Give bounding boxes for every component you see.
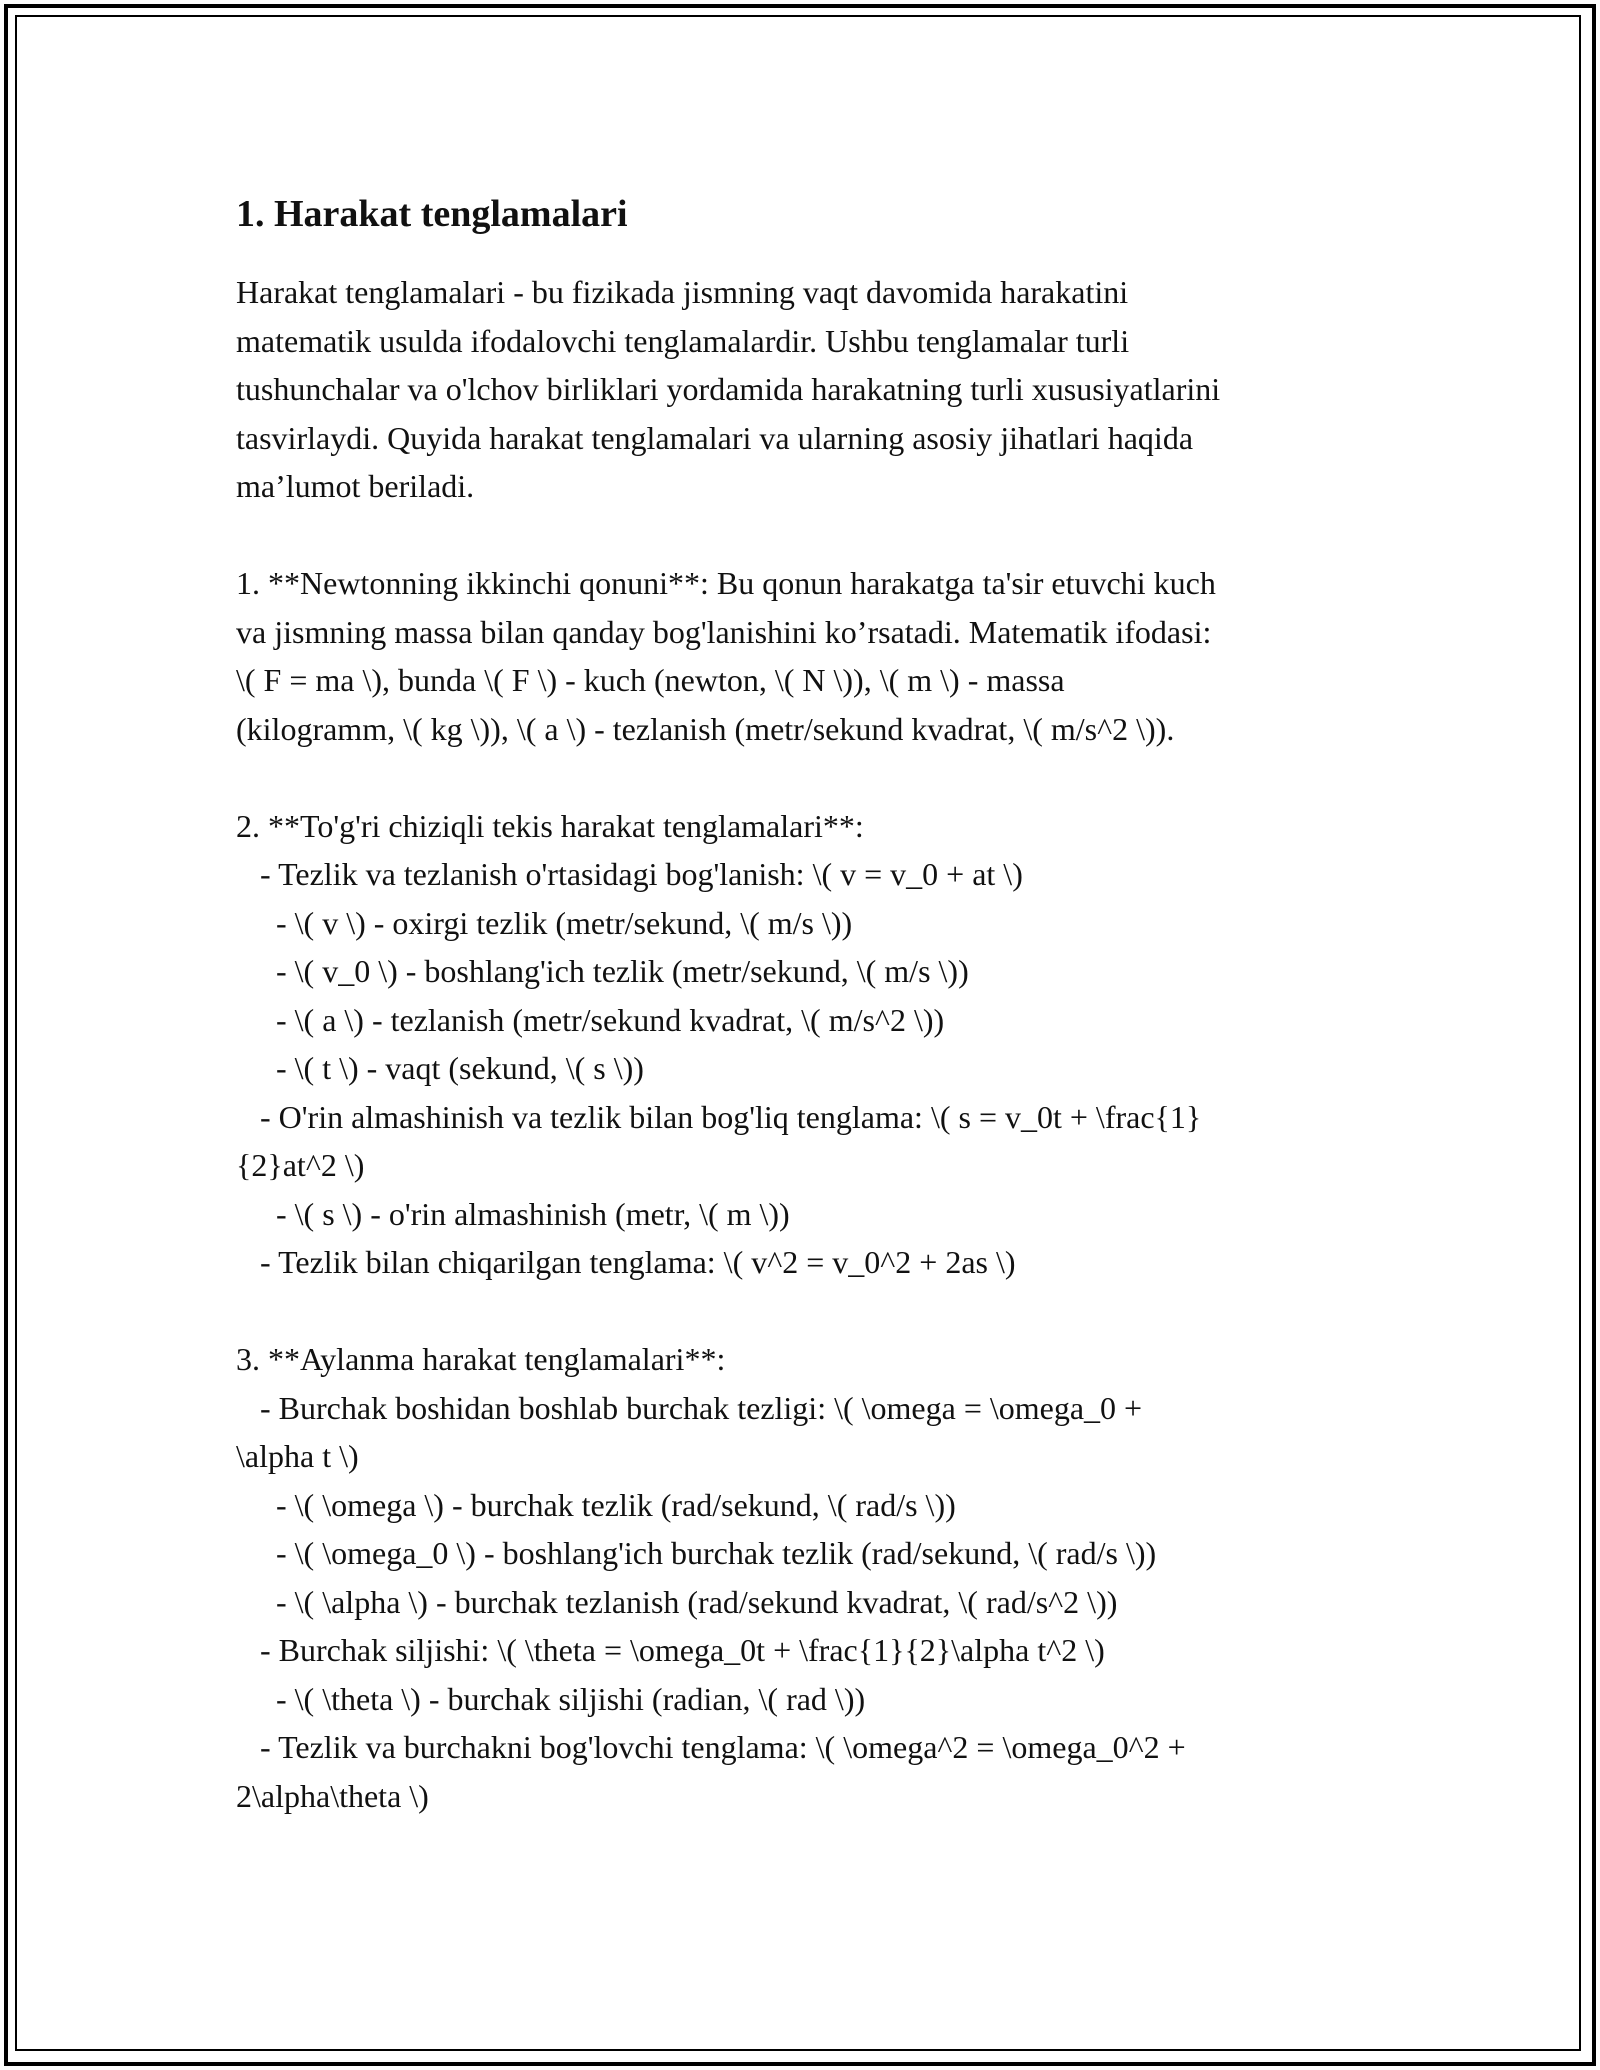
text-line: {2}at^2 \): [236, 1147, 365, 1183]
text-line: - Tezlik bilan chiqarilgan tenglama: \( v^2 = v_0^2 + 2as \): [236, 1244, 1016, 1280]
section-heading: 1. Harakat tenglamalari: [236, 193, 628, 235]
text-line: tasvirlaydi. Quyida harakat tenglamalari va ularning asosiy jihatlari haqida: [236, 419, 1194, 456]
blank-line: [236, 511, 1376, 560]
text-line: - \( t \) - vaqt (sekund, \( s \)): [236, 1050, 644, 1086]
text-line: - O'rin almashinish va tezlik bilan bog'liq tenglama: \( s = v_0t + \frac{1}: [236, 1098, 1202, 1135]
document-body: [236, 268, 1376, 1820]
document-content: [236, 186, 1376, 1820]
text-line: - \( \omega_0 \) - boshlang'ich burchak tezlik (rad/sekund, \( rad/s \)): [236, 1535, 1157, 1571]
text-line: - \( \theta \) - burchak siljishi (radian, \( rad \)): [236, 1680, 866, 1717]
text-line: matematik usulda ifodalovchi tenglamalardir. Ushbu tenglamalar turli: [236, 322, 1130, 359]
text-line: (kilogramm, \( kg \)), \( a \) - tezlanish (metr/sekund kvadrat, \( m/s^2 \)).: [236, 710, 1175, 747]
text-line: va jismning massa bilan qanday bog'lanishini ko’rsatadi. Matematik ifodasi:: [236, 613, 1212, 650]
text-line: - \( v \) - oxirgi tezlik (metr/sekund, \( m/s \)): [236, 904, 853, 941]
text-line: 1. **Newtonning ikkinchi qonuni**: Bu qonun harakatga ta'sir etuvchi kuch: [236, 565, 1216, 601]
text-line: ma’lumot beriladi.: [236, 468, 475, 504]
text-line: - \( \omega \) - burchak tezlik (rad/sekund, \( rad/s \)): [236, 1486, 956, 1523]
text-line: 2\alpha\theta \): [236, 1777, 429, 1814]
text-line: 3. **Aylanma harakat tenglamalari**:: [236, 1341, 726, 1377]
text-line: - Burchak boshidan boshlab burchak tezligi: \( \omega = \omega_0 +: [236, 1389, 1143, 1426]
blank-line: [236, 1287, 1376, 1336]
text-line: - \( a \) - tezlanish (metr/sekund kvadrat, \( m/s^2 \)): [236, 1001, 945, 1038]
text-line: - \( s \) - o'rin almashinish (metr, \( m \)): [236, 1195, 790, 1232]
text-line: - Tezlik va burchakni bog'lovchi tenglama: \( \omega^2 = \omega_0^2 +: [236, 1729, 1186, 1765]
text-line: \( F = ma \), bunda \( F \) - kuch (newton, \( N \)), \( m \) - massa: [236, 662, 1065, 698]
text-line: - Burchak siljishi: \( \theta = \omega_0t + \frac{1}{2}\alpha t^2 \): [236, 1632, 1105, 1668]
text-line: - \( \alpha \) - burchak tezlanish (rad/sekund kvadrat, \( rad/s^2 \)): [236, 1583, 1118, 1620]
text-line: Harakat tenglamalari - bu fizikada jismning vaqt davomida harakatini: [236, 274, 1129, 310]
text-line: \alpha t \): [236, 1438, 359, 1474]
text-line: tushunchalar va o'lchov birliklari yordamida harakatning turli xususiyatlarini: [236, 371, 1221, 407]
text-line: 2. **To'g'ri chiziqli tekis harakat tenglamalari**:: [236, 807, 864, 844]
text-line: - Tezlik va tezlanish o'rtasidagi bog'lanish: \( v = v_0 + at \): [236, 856, 1023, 892]
blank-line: [236, 753, 1376, 802]
text-line: - \( v_0 \) - boshlang'ich tezlik (metr/sekund, \( m/s \)): [236, 953, 969, 989]
